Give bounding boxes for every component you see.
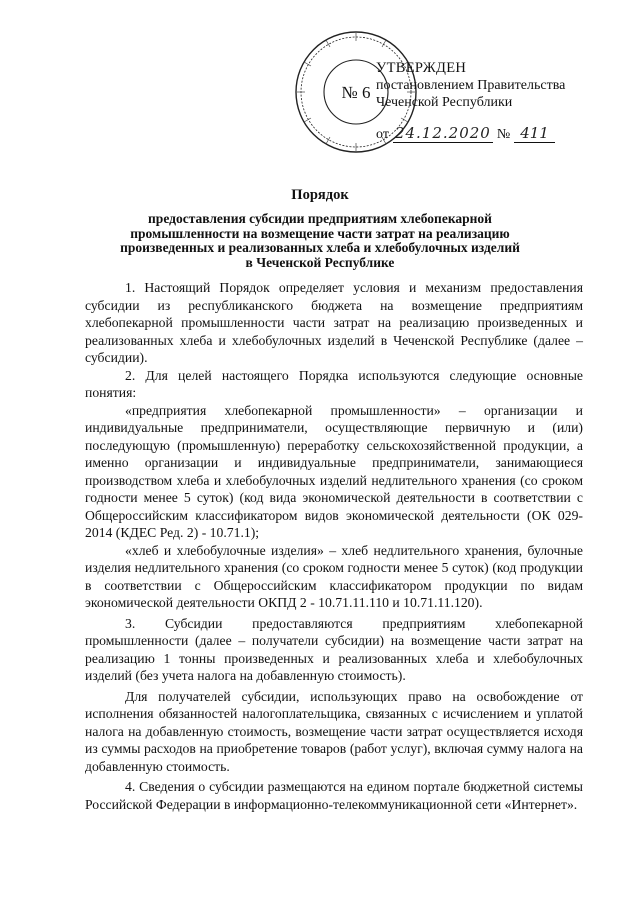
document-title: Порядок [291, 187, 349, 203]
approval-line-1: постановлением Правительства [376, 78, 566, 93]
date-prefix: от [376, 127, 389, 142]
title-block [80, 186, 560, 270]
subtitle-line: в Чеченской Республике [245, 254, 395, 270]
paragraph-4: 4. Сведения о субсидии размещаются на едином портале бюджетной системы Российской Федерации в информационно-телекоммуникационной сети «Интернет». [85, 779, 583, 812]
approval-line-2: Чеченской Республики [376, 95, 513, 110]
subtitle-line: предоставления субсидии предприятиям хлебопекарной [148, 211, 492, 226]
approval-heading: УТВЕРЖДЕН [376, 60, 467, 76]
paragraph-3-vat: Для получателей субсидии, использующих право на освобождение от исполнения обязанностей налогоплательщика, связанных с исчислением и уплатой налога на добавленную стоимость, возмещение части затрат осуществляется исходя из суммы расходов на приобретение товаров (работ услуг), включая сумму налога на добавленную стоимость. [85, 688, 583, 774]
seal-number: № 6 [341, 83, 371, 102]
subtitle-line: произведенных и реализованных хлеба и хлебобулочных изделий [120, 240, 520, 255]
handwritten-number: 411 [514, 125, 555, 143]
paragraph-2: 2. Для целей настоящего Порядка используются следующие основные понятия: [85, 367, 583, 400]
paragraph-3: 3. Субсидии предоставляются предприятиям хлебопекарной промышленности (далее – получатели субсидии) на возмещение части затрат на реализацию 1 тонны произведенных и реализованных хлеба и хлебобулочных изделий (без учета налога на добавленную стоимость). [85, 615, 583, 683]
approval-date-number [376, 125, 626, 143]
number-prefix: № [496, 127, 511, 142]
document-subtitle [80, 212, 560, 270]
handwritten-date: 24.12.2020 [394, 124, 491, 142]
definition-bread-products: «хлеб и хлебобулочные изделия» – хлеб недлительного хранения, булочные изделия недлительного хранения (со сроком годности менее 5 суток) (код продукции в соответствии с Общероссийским классификатором продукции по видам экономической деятельности ОКПД 2 - 10.71.11.110 и 10.71.11.120). [85, 542, 583, 610]
subtitle-line: промышленности на возмещение части затрат на реализацию [130, 225, 510, 241]
approval-block [376, 60, 626, 143]
document-body [85, 279, 583, 813]
definition-bakery-enterprises: «предприятия хлебопекарной промышленности» – организации и индивидуальные предприниматели, осуществляющие первичную и (или) последующую (промышленную) переработку сельскохозяйственной продукции, а именно организации и индивидуальные предприниматели, занимающиеся производством хлеба и хлебобулочных изделий недлительного хранения (со сроком годности менее 5 суток) (код вида экономической деятельности в соответствии с Общероссийским классификатором видов экономической деятельности (ОК 029-2014 (КДЕС Ред. 2) - 10.71.1); [85, 402, 583, 540]
paragraph-1: 1. Настоящий Порядок определяет условия и механизм предоставления субсидии из республиканского бюджета на возмещение предприятиям хлебопекарной промышленности части затрат на реализацию произведенных и реализованных хлеба и хлебобулочных изделий в Чеченской Республике (далее – субсидии). [85, 280, 583, 365]
